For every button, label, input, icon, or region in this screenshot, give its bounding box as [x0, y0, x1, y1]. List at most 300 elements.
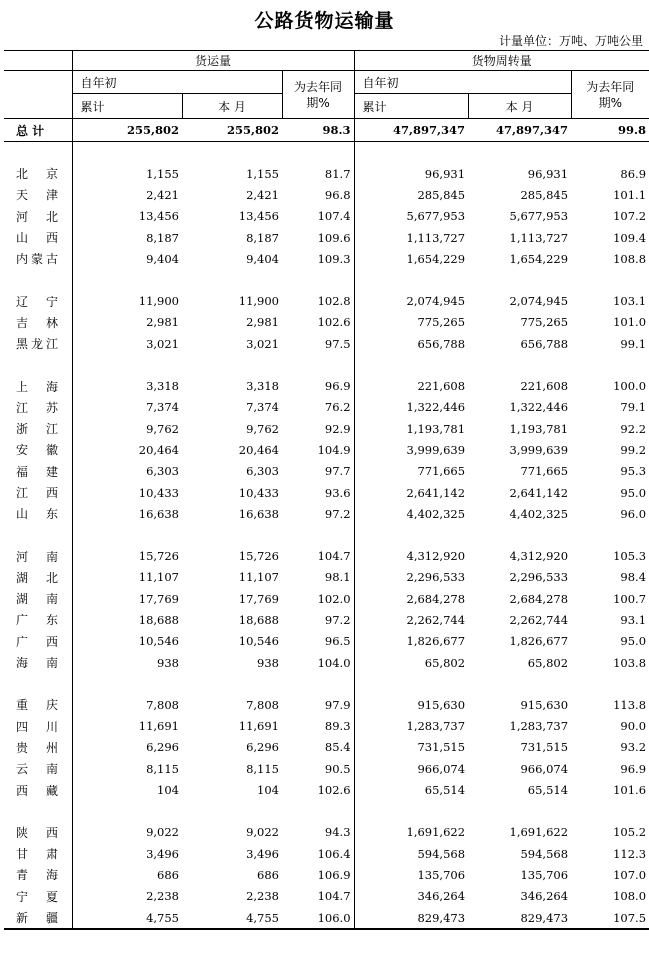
- cell-turnover-yoy: 103.1: [613, 294, 647, 309]
- cell-turnover-cumulative: 2,684,278: [354, 588, 468, 609]
- cell-volume-month: 686: [257, 867, 279, 882]
- region-name: 山西: [16, 231, 58, 246]
- cell-turnover-cumulative: 96,931: [354, 163, 468, 184]
- cell-volume-cumulative: 8,187: [72, 227, 182, 248]
- cell-turnover-yoy: 92.2: [620, 421, 647, 436]
- cell-turnover-month: 2,074,945: [509, 294, 569, 309]
- cell-turnover-yoy: 95.0: [620, 634, 647, 649]
- row-name: [4, 694, 72, 715]
- region-name: 云南: [16, 762, 58, 777]
- cell-turnover-cumulative: 5,677,953: [354, 206, 468, 227]
- cell-volume-month: 255,802: [182, 119, 282, 142]
- row-name: [4, 227, 72, 248]
- cell-volume-yoy: 98.3: [282, 119, 354, 142]
- table-row: [4, 758, 649, 779]
- cell-turnover-cumulative: 1,283,737: [354, 716, 468, 737]
- cell-volume-cumulative: 11,900: [72, 290, 182, 311]
- cell-volume-month: 13,456: [238, 209, 279, 224]
- cell-turnover-month: 4,312,920: [509, 549, 569, 564]
- cell-turnover-cumulative: 1,691,622: [354, 822, 468, 843]
- table-row: [4, 418, 649, 439]
- region-name: 四川: [16, 719, 58, 734]
- row-name: [4, 312, 72, 333]
- cell-volume-yoy: 85.4: [324, 740, 351, 755]
- cell-turnover-cumulative: 1,826,677: [354, 631, 468, 652]
- header-cumulative-turnover: 累计: [354, 94, 468, 119]
- row-name: [4, 609, 72, 630]
- cell-volume-yoy: 109.3: [317, 251, 351, 266]
- cell-volume-cumulative: 9,404: [72, 248, 182, 269]
- cell-volume-yoy: 104.9: [317, 442, 351, 457]
- cell-turnover-month: 4,402,325: [509, 506, 569, 521]
- cell-turnover-month: 1,826,677: [509, 634, 569, 649]
- header-cumulative-volume: 累计: [72, 94, 182, 119]
- cell-volume-month: 8,115: [246, 761, 279, 776]
- cell-turnover-month: 2,641,142: [509, 485, 569, 500]
- cell-volume-cumulative: 6,296: [72, 737, 182, 758]
- cell-volume-yoy: 102.6: [317, 315, 351, 330]
- cell-turnover-yoy: 107.5: [571, 907, 649, 929]
- cell-volume-month: 2,421: [246, 187, 279, 202]
- cell-volume-month: 11,900: [238, 294, 279, 309]
- cell-volume-month: 2,981: [246, 315, 279, 330]
- unit-note: 计量单位：万吨、万吨公里: [498, 34, 643, 48]
- cell-volume-month: 11,107: [238, 570, 279, 585]
- cell-turnover-cumulative: 1,654,229: [354, 248, 468, 269]
- cell-volume-month: 16,638: [238, 506, 279, 521]
- table-row: [4, 439, 649, 460]
- cell-volume-cumulative: 15,726: [72, 545, 182, 566]
- cell-volume-month: 9,022: [246, 825, 279, 840]
- table-row: [4, 333, 649, 354]
- region-name: 江苏: [16, 400, 58, 415]
- cell-turnover-month: 285,845: [520, 187, 569, 202]
- cell-turnover-month: 2,262,744: [509, 612, 569, 627]
- row-name: [4, 567, 72, 588]
- table-row: [4, 163, 649, 184]
- cell-volume-yoy: 97.9: [324, 697, 351, 712]
- cell-volume-yoy: 93.6: [324, 485, 351, 500]
- row-name: [4, 758, 72, 779]
- cell-turnover-yoy: 99.2: [620, 442, 647, 457]
- page-title: 公路货物运输量: [254, 10, 395, 32]
- table-row: [4, 652, 649, 673]
- cell-turnover-cumulative: 656,788: [354, 333, 468, 354]
- cell-turnover-yoy: 109.4: [613, 230, 647, 245]
- cell-volume-cumulative: 8,115: [72, 758, 182, 779]
- cell-turnover-month: 96,931: [527, 166, 569, 181]
- cell-volume-month: 3,496: [246, 846, 279, 861]
- region-name: 江西: [16, 486, 58, 500]
- table-row: [4, 567, 649, 588]
- row-name: [4, 779, 72, 800]
- table-row: [4, 694, 649, 715]
- header-ytd-turnover: 自年初: [354, 71, 571, 94]
- cell-volume-cumulative: 10,546: [72, 631, 182, 652]
- cell-turnover-yoy: 101.0: [613, 315, 647, 330]
- cell-volume-cumulative: 3,318: [72, 375, 182, 396]
- cell-turnover-month: 1,283,737: [509, 719, 569, 734]
- row-name: [4, 503, 72, 524]
- region-name: 青海: [16, 868, 58, 883]
- cell-turnover-yoy: 103.8: [613, 655, 647, 670]
- cell-turnover-month: 3,999,639: [509, 442, 569, 457]
- table-row: [4, 290, 649, 311]
- cell-volume-yoy: 92.9: [324, 421, 351, 436]
- cell-volume-month: 17,769: [238, 591, 279, 606]
- cell-volume-cumulative: 1,155: [72, 163, 182, 184]
- cell-volume-cumulative: 2,421: [72, 184, 182, 205]
- cell-turnover-cumulative: 346,264: [354, 886, 468, 907]
- cell-turnover-month: 5,677,953: [509, 209, 569, 224]
- cell-turnover-month: 771,665: [520, 464, 569, 479]
- cell-volume-cumulative: 11,691: [72, 716, 182, 737]
- cell-turnover-cumulative: 285,845: [354, 184, 468, 205]
- cell-turnover-month: 656,788: [520, 336, 569, 351]
- cell-volume-cumulative: 13,456: [72, 206, 182, 227]
- region-name: 山东: [16, 507, 58, 522]
- cell-volume-cumulative: 2,981: [72, 312, 182, 333]
- region-name: 宁夏: [16, 889, 58, 904]
- cell-turnover-month: 775,265: [520, 315, 569, 330]
- region-name: 福建: [16, 464, 58, 479]
- table-row: [4, 503, 649, 524]
- row-name: [4, 397, 72, 418]
- cell-turnover-cumulative: 3,999,639: [354, 439, 468, 460]
- table-row: [4, 631, 649, 652]
- cell-volume-yoy: 102.6: [317, 783, 351, 798]
- cell-turnover-yoy: 93.2: [620, 740, 647, 755]
- row-name: [4, 439, 72, 460]
- cell-volume-month: 3,318: [246, 379, 279, 394]
- row-name: [4, 418, 72, 439]
- group-spacer: [4, 142, 649, 164]
- table-row: [4, 482, 649, 503]
- cell-turnover-month: 731,515: [520, 740, 569, 755]
- row-name: [4, 864, 72, 885]
- cell-turnover-month: 966,074: [520, 761, 569, 776]
- cell-volume-cumulative: 10,433: [72, 482, 182, 503]
- cell-turnover-cumulative: 221,608: [354, 375, 468, 396]
- group-spacer: [4, 354, 649, 375]
- cell-volume-month: 938: [257, 655, 279, 670]
- table-row: [4, 397, 649, 418]
- cell-volume-month: 4,755: [182, 907, 282, 929]
- cell-turnover-yoy: 79.1: [620, 400, 647, 415]
- cell-turnover-yoy: 107.2: [613, 209, 647, 224]
- cell-volume-cumulative: 20,464: [72, 439, 182, 460]
- cell-volume-yoy: 94.3: [324, 825, 351, 840]
- table-row: [4, 375, 649, 396]
- table-row: [4, 545, 649, 566]
- cell-turnover-month: 2,296,533: [509, 570, 569, 585]
- cell-turnover-month: 1,654,229: [509, 251, 569, 266]
- cell-turnover-cumulative: 775,265: [354, 312, 468, 333]
- cell-volume-cumulative: 938: [72, 652, 182, 673]
- cell-turnover-yoy: 113.8: [613, 697, 647, 712]
- region-name: 贵州: [16, 740, 58, 755]
- cell-turnover-cumulative: 966,074: [354, 758, 468, 779]
- row-name: 总 计: [4, 119, 72, 142]
- table-row: [4, 886, 649, 907]
- row-name: [4, 333, 72, 354]
- cell-turnover-month: 1,691,622: [509, 825, 569, 840]
- cell-turnover-yoy: 99.8: [571, 119, 649, 142]
- row-name: [4, 461, 72, 482]
- group-spacer: [4, 673, 649, 694]
- cell-volume-month: 7,808: [246, 697, 279, 712]
- cell-volume-month: 10,433: [238, 485, 279, 500]
- cell-turnover-month: 346,264: [520, 889, 569, 904]
- cell-volume-month: 18,688: [238, 612, 279, 627]
- table-row: [4, 609, 649, 630]
- cell-volume-cumulative: 3,496: [72, 843, 182, 864]
- region-name: 海南: [16, 656, 58, 671]
- cell-volume-month: 3,021: [246, 336, 279, 351]
- cell-volume-yoy: 106.4: [317, 846, 351, 861]
- cell-turnover-cumulative: 1,322,446: [354, 397, 468, 418]
- table-row: [4, 227, 649, 248]
- cell-volume-month: 9,762: [246, 421, 279, 436]
- cell-volume-yoy: 89.3: [324, 719, 351, 734]
- cell-turnover-month: 47,897,347: [468, 119, 571, 142]
- cell-volume-month: 104: [257, 783, 279, 798]
- header-month-turnover: 本 月: [468, 94, 571, 119]
- cell-turnover-month: 594,568: [520, 846, 569, 861]
- row-name: [4, 652, 72, 673]
- cell-volume-yoy: 96.5: [324, 634, 351, 649]
- cell-volume-yoy: 104.7: [317, 549, 351, 564]
- row-name: [4, 843, 72, 864]
- region-name: 浙江: [16, 422, 58, 437]
- cell-volume-yoy: 97.2: [324, 612, 351, 627]
- region-name: 黑龙江: [16, 337, 58, 352]
- cell-volume-cumulative: 2,238: [72, 886, 182, 907]
- cell-volume-cumulative: 9,762: [72, 418, 182, 439]
- cell-volume-month: 20,464: [238, 442, 279, 457]
- cell-turnover-yoy: 105.2: [613, 825, 647, 840]
- total-row: [4, 119, 649, 142]
- cell-turnover-yoy: 98.4: [620, 570, 647, 585]
- region-name: 广东: [16, 613, 58, 628]
- table-row: [4, 864, 649, 885]
- cell-turnover-cumulative: 594,568: [354, 843, 468, 864]
- table-row: [4, 588, 649, 609]
- cell-turnover-cumulative: 65,514: [354, 779, 468, 800]
- cell-turnover-yoy: 100.7: [613, 591, 647, 606]
- cell-volume-month: 7,374: [246, 400, 279, 415]
- cell-turnover-cumulative: 1,193,781: [354, 418, 468, 439]
- cell-turnover-cumulative: 2,296,533: [354, 567, 468, 588]
- cell-volume-cumulative: 4,755: [72, 907, 182, 929]
- cell-volume-yoy: 97.7: [324, 464, 351, 479]
- cell-turnover-yoy: 93.1: [620, 612, 647, 627]
- cell-volume-yoy: 96.9: [324, 379, 351, 394]
- cell-volume-month: 2,238: [246, 889, 279, 904]
- cell-turnover-cumulative: 4,402,325: [354, 503, 468, 524]
- table-row: [4, 184, 649, 205]
- region-name: 吉林: [16, 315, 58, 330]
- table-row: [4, 843, 649, 864]
- cell-turnover-yoy: 96.9: [620, 761, 647, 776]
- cell-volume-yoy: 106.9: [317, 867, 351, 882]
- cell-volume-cumulative: 18,688: [72, 609, 182, 630]
- cell-volume-yoy: 76.2: [324, 400, 351, 415]
- cell-turnover-cumulative: 829,473: [354, 907, 468, 929]
- row-name: [4, 290, 72, 311]
- region-name: 湖北: [16, 570, 58, 585]
- cell-turnover-yoy: 107.0: [613, 867, 647, 882]
- table-row: [4, 206, 649, 227]
- cell-turnover-month: 1,113,727: [509, 230, 569, 245]
- cell-turnover-month: 65,802: [527, 655, 569, 670]
- cell-turnover-yoy: 105.3: [613, 549, 647, 564]
- cell-volume-month: 15,726: [238, 549, 279, 564]
- header-freight-volume: 货运量: [72, 51, 354, 71]
- cell-volume-month: 10,546: [238, 634, 279, 649]
- cell-turnover-month: 1,322,446: [509, 400, 569, 415]
- cell-turnover-yoy: 101.1: [613, 187, 647, 202]
- cell-turnover-month: 65,514: [527, 783, 569, 798]
- cell-volume-cumulative: 17,769: [72, 588, 182, 609]
- table-row: [4, 716, 649, 737]
- region-name: 北京: [16, 167, 58, 182]
- region-name: 安徽: [16, 443, 58, 458]
- row-name: [4, 248, 72, 269]
- region-name: 内蒙古: [16, 252, 58, 267]
- cell-volume-month: 1,155: [246, 166, 279, 181]
- row-name: [4, 886, 72, 907]
- group-spacer: [4, 801, 649, 822]
- cell-turnover-month: 1,193,781: [509, 421, 569, 436]
- region-name: 广西: [16, 634, 58, 649]
- cell-turnover-cumulative: 2,641,142: [354, 482, 468, 503]
- cell-volume-month: 6,296: [246, 740, 279, 755]
- cell-volume-yoy: 98.1: [324, 570, 351, 585]
- row-name: [4, 206, 72, 227]
- region-name: 河北: [16, 209, 58, 224]
- region-name: 上海: [16, 379, 58, 394]
- row-name: [4, 907, 72, 929]
- row-name: [4, 737, 72, 758]
- cell-turnover-yoy: 101.6: [613, 783, 647, 798]
- region-name: 辽宁: [16, 294, 58, 309]
- cell-volume-yoy: 109.6: [317, 230, 351, 245]
- region-name: 甘肃: [16, 847, 58, 862]
- cell-turnover-cumulative: 2,074,945: [354, 290, 468, 311]
- cell-volume-yoy: 97.5: [324, 336, 351, 351]
- row-name: [4, 822, 72, 843]
- cell-volume-cumulative: 3,021: [72, 333, 182, 354]
- cell-volume-month: 8,187: [246, 230, 279, 245]
- row-name: [4, 163, 72, 184]
- table-body: [4, 119, 649, 930]
- cell-volume-cumulative: 686: [72, 864, 182, 885]
- table-row: [4, 737, 649, 758]
- table-row: [4, 907, 649, 929]
- cell-volume-yoy: 102.8: [317, 294, 351, 309]
- cell-turnover-month: 915,630: [520, 697, 569, 712]
- cell-turnover-cumulative: 1,113,727: [354, 227, 468, 248]
- cell-volume-cumulative: 7,374: [72, 397, 182, 418]
- cell-volume-cumulative: 104: [72, 779, 182, 800]
- cell-turnover-cumulative: 4,312,920: [354, 545, 468, 566]
- cell-volume-yoy: 102.0: [317, 591, 351, 606]
- cell-turnover-cumulative: 65,802: [354, 652, 468, 673]
- table-row: [4, 822, 649, 843]
- cell-turnover-yoy: 108.8: [613, 251, 647, 266]
- region-name: 新疆: [16, 911, 58, 926]
- cell-turnover-month: 135,706: [520, 867, 569, 882]
- cell-volume-cumulative: 255,802: [72, 119, 182, 142]
- cell-volume-cumulative: 9,022: [72, 822, 182, 843]
- region-name: 西藏: [16, 783, 58, 798]
- cell-turnover-yoy: 86.9: [620, 166, 647, 181]
- cell-volume-yoy: 104.0: [317, 655, 351, 670]
- table-row: [4, 779, 649, 800]
- row-name: [4, 588, 72, 609]
- cell-volume-cumulative: 16,638: [72, 503, 182, 524]
- cell-turnover-cumulative: 771,665: [354, 461, 468, 482]
- region-name: 重庆: [16, 698, 58, 713]
- cell-turnover-cumulative: 135,706: [354, 864, 468, 885]
- cell-volume-yoy: 81.7: [324, 166, 351, 181]
- cell-turnover-cumulative: 731,515: [354, 737, 468, 758]
- group-spacer: [4, 524, 649, 545]
- cell-volume-cumulative: 11,107: [72, 567, 182, 588]
- header-freight-turnover: 货物周转量: [354, 51, 649, 71]
- cell-volume-month: 11,691: [238, 719, 279, 734]
- cell-turnover-yoy: 108.0: [613, 889, 647, 904]
- table-row: [4, 461, 649, 482]
- row-name: [4, 482, 72, 503]
- group-spacer: [4, 269, 649, 290]
- region-name: 陕西: [16, 825, 58, 840]
- cell-volume-cumulative: 7,808: [72, 694, 182, 715]
- cell-turnover-month: 829,473: [468, 907, 571, 929]
- cell-volume-cumulative: 6,303: [72, 461, 182, 482]
- cell-turnover-cumulative: 47,897,347: [354, 119, 468, 142]
- header-yoy-volume: 为去年同 期%: [282, 71, 354, 119]
- cell-volume-yoy: 97.2: [324, 506, 351, 521]
- cell-volume-month: 6,303: [246, 464, 279, 479]
- cell-volume-yoy: 96.8: [324, 187, 351, 202]
- header-blank: [4, 51, 72, 71]
- row-name: [4, 716, 72, 737]
- cell-turnover-yoy: 95.0: [620, 485, 647, 500]
- header-ytd-volume: 自年初: [72, 71, 282, 94]
- cell-volume-yoy: 90.5: [324, 761, 351, 776]
- cell-turnover-yoy: 99.1: [620, 336, 647, 351]
- row-name: [4, 631, 72, 652]
- region-name: 天津: [16, 188, 58, 203]
- cell-turnover-yoy: 100.0: [613, 379, 647, 394]
- table-row: [4, 312, 649, 333]
- cell-volume-yoy: 106.0: [282, 907, 354, 929]
- cell-turnover-yoy: 95.3: [620, 464, 647, 479]
- region-name: 河南: [16, 549, 58, 564]
- header-month-volume: 本 月: [182, 94, 282, 119]
- row-name: [4, 375, 72, 396]
- cell-volume-yoy: 107.4: [317, 209, 351, 224]
- row-name: [4, 545, 72, 566]
- cell-volume-month: 9,404: [246, 251, 279, 266]
- cell-turnover-month: 221,608: [520, 379, 569, 394]
- region-name: 湖南: [16, 592, 58, 607]
- cell-volume-yoy: 104.7: [317, 889, 351, 904]
- cell-turnover-cumulative: 915,630: [354, 694, 468, 715]
- cell-turnover-yoy: 96.0: [620, 506, 647, 521]
